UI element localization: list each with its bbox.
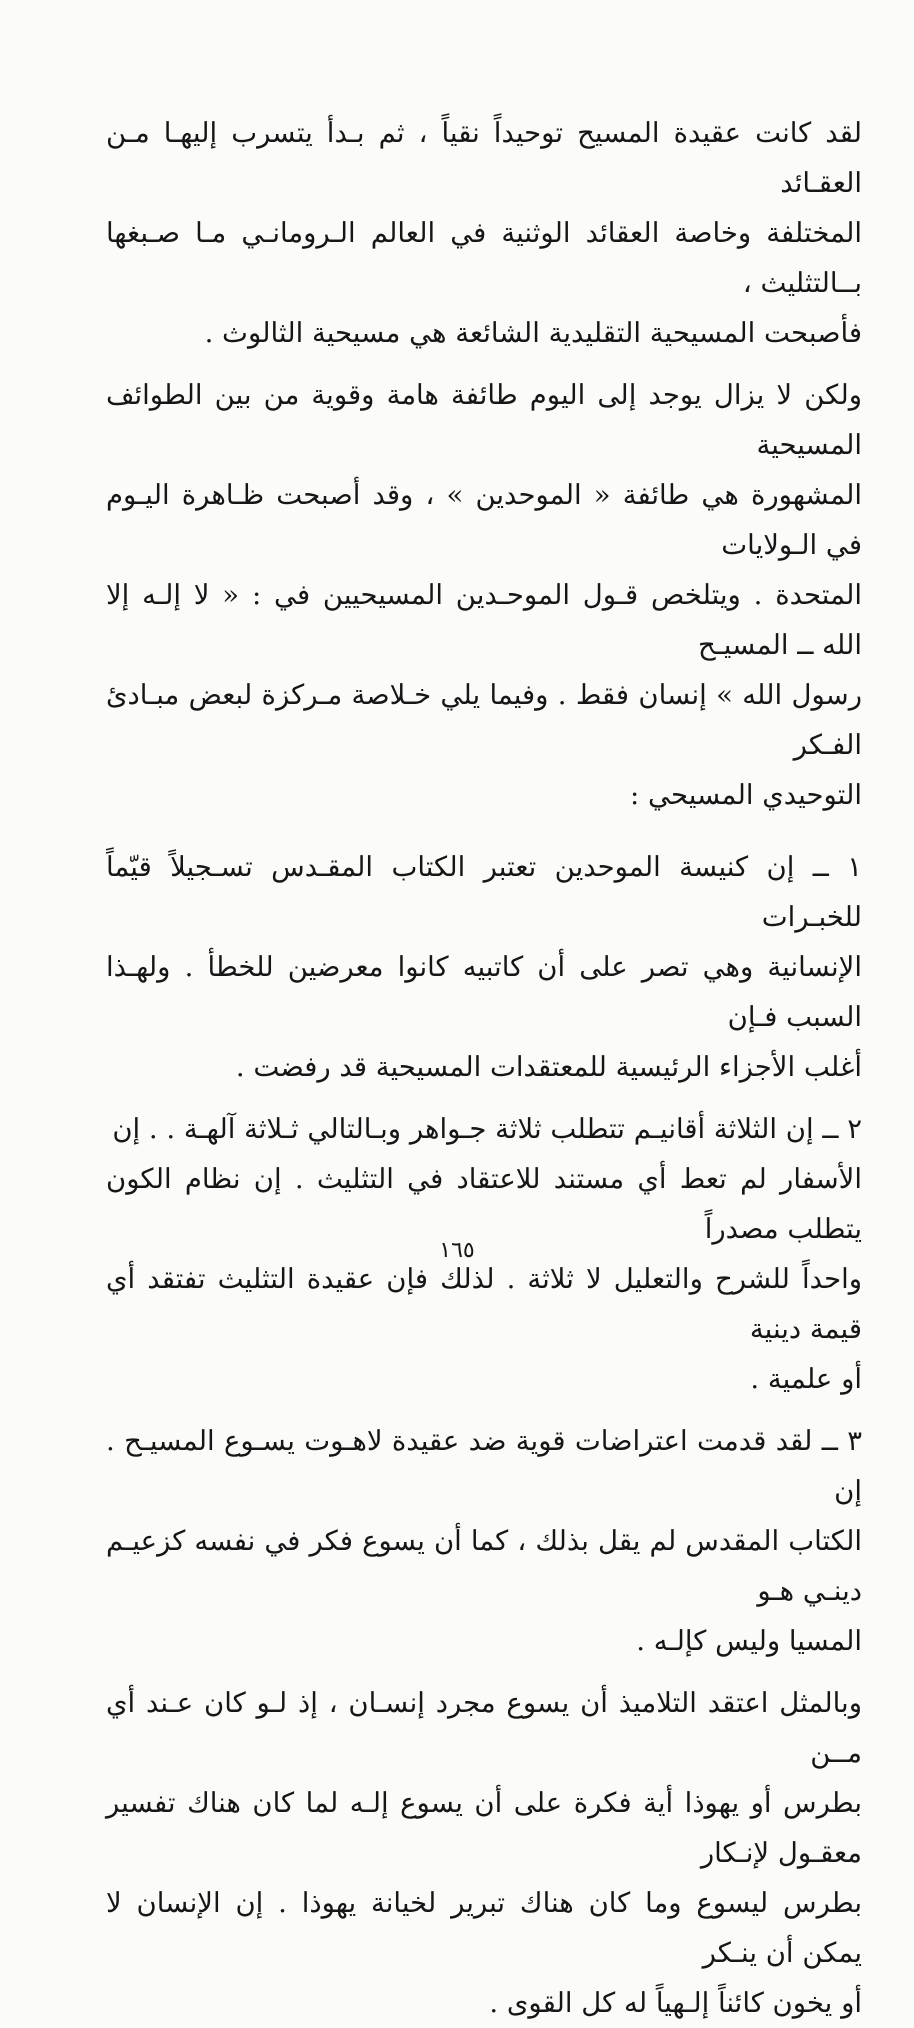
numbered-point-3 (106, 1416, 862, 1666)
text-line: بطرس أو يهوذا أية فكرة على أن يسوع إلـه لما كان هناك تفسير معقـول لإنـكار (106, 1787, 862, 1869)
text-line: رسول الله » إنسان فقط . وفيما يلي خـلاصة مـركزة لبعض مبـادئ الفـكر (106, 679, 862, 761)
text-line: أغلب الأجزاء الرئيسية للمعتقدات المسيحية قد رفضت . (235, 1051, 862, 1083)
text-line: ٢ ــ إن الثلاثة أقانيـم تتطلب ثلاثة جـواهر وبـالتالي ثـلاثة آلهـة . . إن (112, 1113, 862, 1145)
text-line: ولكن لا يزال يوجد إلى اليوم طائفة هامة وقوية من بين الطوائف المسيحية (106, 379, 862, 461)
numbered-point-1 (106, 842, 862, 1092)
text-line: التوحيدي المسيحي : (630, 779, 862, 811)
text-line: الإنسانية وهي تصر على أن كاتبيه كانوا معرضين للخطأ . ولهـذا السبب فـإن (106, 951, 862, 1033)
text-line: وبالمثل اعتقد التلاميذ أن يسوع مجرد إنسـان ، إذ لـو كان عـند أي مــن (106, 1687, 862, 1769)
paragraph-disciples (106, 1678, 862, 2028)
text-line: لقد كانت عقيدة المسيح توحيداً نقياً ، ثم بـدأ يتسرب إليهـا مـن العقـائد (106, 117, 862, 199)
page-number: ١٦٥ (439, 1238, 475, 1263)
text-line: المختلفة وخاصة العقائد الوثنية في العالم الـرومانـي مـا صـبغها بــالتثليث ، (106, 217, 862, 299)
paragraph-trinity-origin (106, 108, 862, 358)
text-line: فأصبحت المسيحية التقليدية الشائعة هي مسيحية الثالوث . (204, 317, 862, 349)
text-line: ٣ ــ لقد قدمت اعتراضات قوية ضد عقيدة لاهـوت يسـوع المسيـح . إن (106, 1425, 862, 1507)
text-line: المسيا وليس كإلـه . (636, 1625, 862, 1657)
paragraph-unitarians (106, 370, 862, 820)
text-line: الكتاب المقدس لم يقل بذلك ، كما أن يسوع فكر في نفسه كزعيـم دينـي هـو (106, 1525, 862, 1607)
text-line: واحداً للشرح والتعليل لا ثلاثة . لذلك فإن عقيدة التثليث تفتقد أي قيمة دينية (106, 1263, 862, 1345)
text-line: المتحدة . ويتلخص قـول الموحـدين المسيحيين في : « لا إلـه إلا الله ــ المسيـح (106, 579, 862, 661)
text-line: أو يخون كائناً إلـهياً له كل القوى . (489, 1987, 862, 2019)
text-line: الأسفار لم تعط أي مستند للاعتقاد في التثليث . إن نظام الكون يتطلب مصدراً (106, 1163, 862, 1245)
text-line: المشهورة هي طائفة « الموحدين » ، وقد أصبحت ظـاهرة اليـوم في الـولايات (106, 479, 862, 561)
text-line: ١ ــ إن كنيسة الموحدين تعتبر الكتاب المقـدس تسـجيلاً قيّماً للخبـرات (106, 851, 862, 933)
text-line: أو علمية . (750, 1363, 862, 1395)
text-line: بطرس ليسوع وما كان هناك تبرير لخيانة يهوذا . إن الإنسان لا يمكن أن ينـكر (106, 1887, 862, 1969)
